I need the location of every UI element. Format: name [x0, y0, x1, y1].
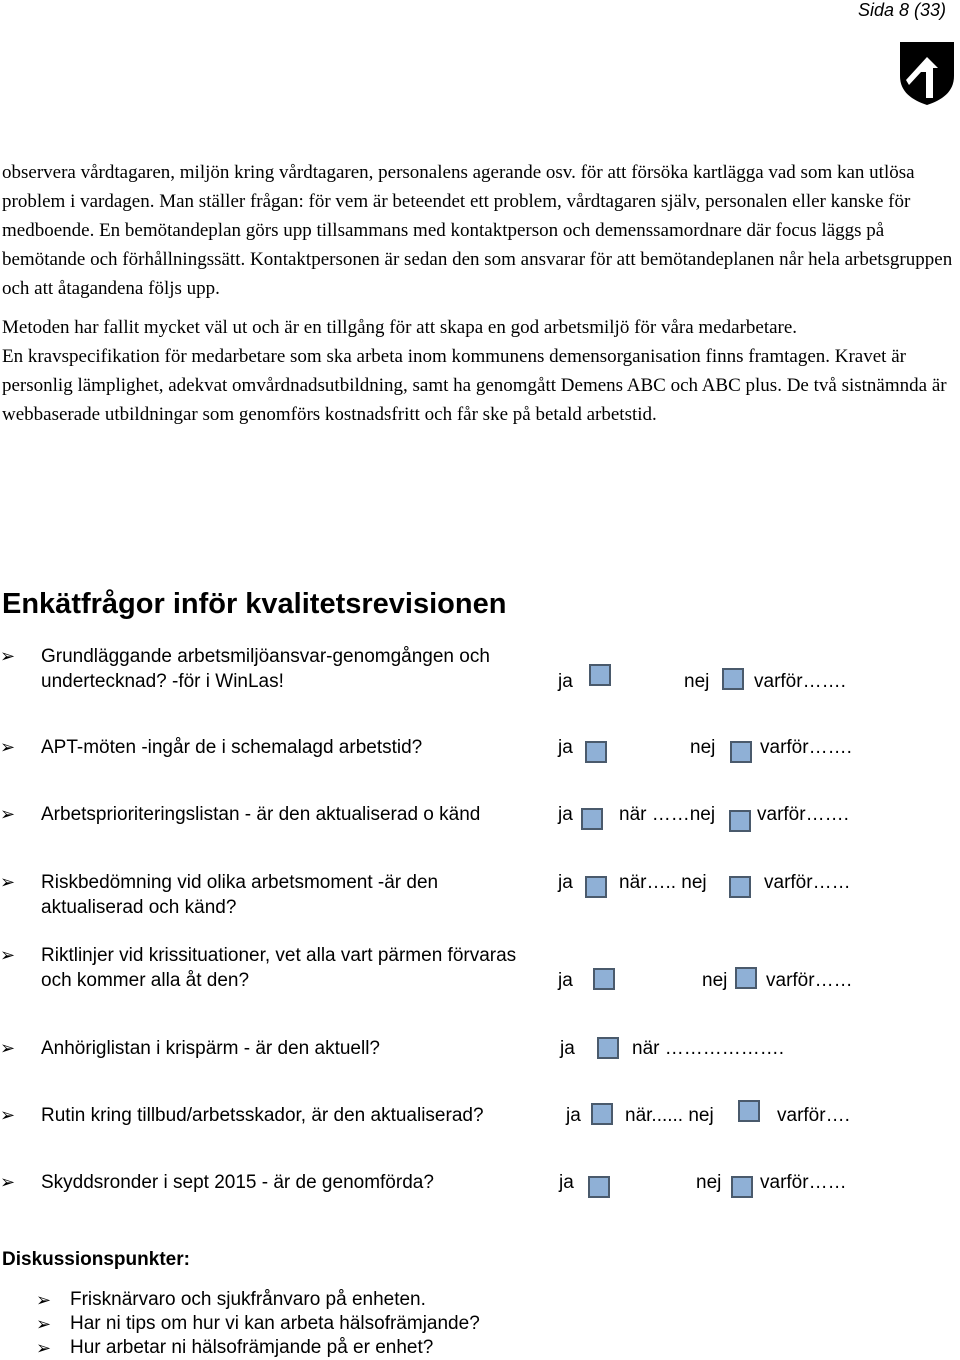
question-text: Grundläggande arbetsmiljöansvar-genomgången och undertecknad? -för i WinLas! — [41, 646, 490, 692]
nej-label: nej — [702, 970, 728, 991]
nej-checkbox[interactable] — [730, 741, 752, 763]
nej-label: nej — [684, 671, 710, 692]
nej-checkbox[interactable] — [738, 1100, 760, 1122]
question-text: Arbetsprioriteringslistan - är den aktualiserad o känd — [41, 804, 481, 825]
varfor-field: varför……. — [757, 804, 849, 825]
ja-checkbox[interactable] — [588, 1176, 610, 1198]
nar-field: när...... nej — [625, 1105, 714, 1126]
nej-label: nej — [696, 1172, 722, 1193]
body-paragraph: observera vårdtagaren, miljön kring vårdtagaren, personalens agerande osv. för att försöka kartlägga vad som kan utlösa problem i vardagen. Man ställer frågan: för vem är beteendet ett problem, vårdtagaren själv, personalen eller kanske för medboende. En bemötandeplan görs upp tillsammans med kontaktperson och demenssamordnare där focus läggs på bemötande och förhållningssätt. Kontaktpersonen är sedan den som ansvarar för att bemötandeplanen når hela arbetsgruppen och att åtagandena följs upp. — [2, 162, 953, 299]
arrow-bullet-icon: ➢ — [0, 872, 16, 892]
discussion-item-text: Har ni tips om hur vi kan arbeta hälsofrämjande? — [70, 1313, 480, 1334]
ja-checkbox[interactable] — [585, 741, 607, 763]
ja-label: ja — [566, 1105, 581, 1126]
question-text: Skyddsronder i sept 2015 - är de genomförda? — [41, 1172, 434, 1193]
ja-label: ja — [558, 804, 573, 825]
ja-label: ja — [558, 970, 573, 991]
nej-checkbox[interactable] — [731, 1176, 753, 1198]
ja-checkbox[interactable] — [591, 1103, 613, 1125]
municipal-coat-of-arms-icon — [898, 40, 956, 106]
body-paragraph: Metoden har fallit mycket väl ut och är en tillgång för att skapa en god arbetsmiljö för våra medarbetare. — [2, 317, 798, 338]
nej-checkbox[interactable] — [729, 810, 751, 832]
question-text: APT-möten -ingår de i schemalagd arbetstid? — [41, 737, 423, 758]
question-text: Riskbedömning vid olika arbetsmoment -är den aktualiserad och känd? — [41, 872, 439, 918]
ja-checkbox[interactable] — [581, 808, 603, 830]
varfor-field: varför……. — [754, 671, 846, 692]
nej-checkbox[interactable] — [729, 876, 751, 898]
arrow-bullet-icon: ➢ — [36, 1290, 52, 1310]
arrow-bullet-icon: ➢ — [0, 1038, 16, 1058]
ja-label: ja — [560, 1038, 575, 1059]
discussion-item-text: Hur arbetar ni hälsofrämjande på er enhet? — [70, 1337, 434, 1358]
ja-label: ja — [558, 872, 573, 893]
ja-label: ja — [558, 737, 573, 758]
varfor-field: varför…. — [777, 1105, 850, 1126]
discussion-title: Diskussionspunkter: — [2, 1249, 190, 1270]
ja-checkbox[interactable] — [593, 968, 615, 990]
ja-checkbox[interactable] — [589, 664, 611, 686]
nar-field: när….. nej — [619, 872, 707, 893]
page-number: Sida 8 (33) — [857, 0, 946, 20]
varfor-field: varför…… — [764, 872, 851, 893]
ja-checkbox[interactable] — [597, 1037, 619, 1059]
ja-label: ja — [559, 1172, 574, 1193]
arrow-bullet-icon: ➢ — [0, 737, 16, 757]
nej-checkbox[interactable] — [735, 967, 757, 989]
arrow-bullet-icon: ➢ — [0, 804, 16, 824]
section-heading: Enkätfrågor inför kvalitetsrevisionen — [2, 588, 507, 620]
body-text — [2, 158, 954, 429]
arrow-bullet-icon: ➢ — [0, 1172, 16, 1192]
nej-checkbox[interactable] — [722, 668, 744, 690]
body-paragraph: En kravspecifikation för medarbetare som ska arbeta inom kommunens demensorganisation finns framtagen. Kravet är personlig lämplighet, adekvat omvårdnadsutbildning, samt ha genomgått Demens ABC och ABC plus. De två sistnämnda är webbaserade utbildningar som genomförs kostnadsfritt och får ske på betald arbetstid. — [2, 346, 947, 425]
question-text: Rutin kring tillbud/arbetsskador, är den aktualiserad? — [41, 1105, 484, 1126]
arrow-bullet-icon: ➢ — [0, 945, 16, 965]
discussion-item-text: Frisknärvaro och sjukfrånvaro på enheten. — [70, 1289, 426, 1310]
nar-field: när ………………. — [632, 1038, 785, 1059]
varfor-field: varför…… — [760, 1172, 847, 1193]
ja-label: ja — [558, 671, 573, 692]
varfor-field: varför…… — [766, 970, 853, 991]
varfor-field: varför……. — [760, 737, 852, 758]
arrow-bullet-icon: ➢ — [36, 1338, 52, 1358]
nar-field: när ……nej — [619, 804, 716, 825]
question-text: Riktlinjer vid krissituationer, vet alla vart pärmen förvaras och kommer alla åt den? — [41, 945, 517, 991]
arrow-bullet-icon: ➢ — [0, 646, 16, 666]
question-text: Anhöriglistan i krispärm - är den aktuell? — [41, 1038, 380, 1059]
arrow-bullet-icon: ➢ — [0, 1105, 16, 1125]
ja-checkbox[interactable] — [585, 876, 607, 898]
arrow-bullet-icon: ➢ — [36, 1314, 52, 1334]
nej-label: nej — [690, 737, 716, 758]
